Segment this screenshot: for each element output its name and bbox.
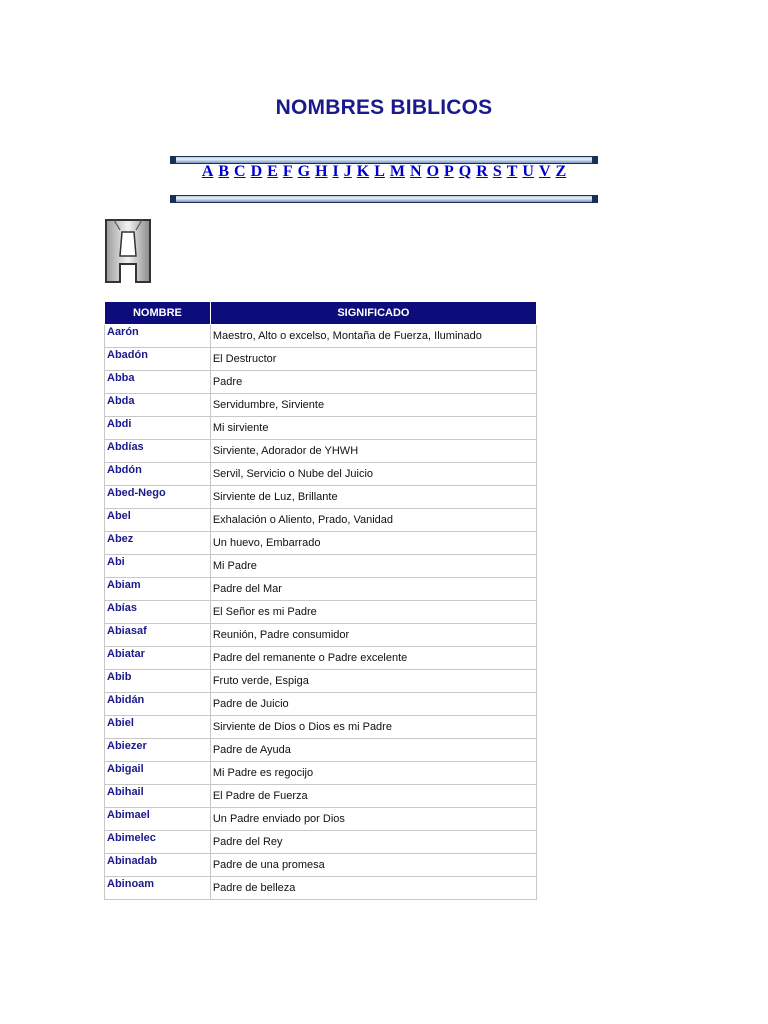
letter-link-s[interactable]: S	[492, 163, 502, 180]
table-row	[105, 670, 537, 693]
letter-link-c[interactable]: C	[234, 163, 246, 180]
name-cell: Abiezer	[105, 739, 211, 762]
table-row	[105, 555, 537, 578]
table-row	[105, 785, 537, 808]
table-row	[105, 417, 537, 440]
table-row	[105, 371, 537, 394]
table-row	[105, 509, 537, 532]
name-cell: Abidán	[105, 693, 211, 716]
meaning-cell: Sirviente, Adorador de YHWH	[210, 440, 536, 463]
name-cell: Abdón	[105, 463, 211, 486]
name-cell: Abi	[105, 555, 211, 578]
meaning-cell: Servil, Servicio o Nube del Juicio	[210, 463, 536, 486]
letter-link-k[interactable]: K	[356, 163, 370, 180]
meaning-cell: Padre de belleza	[210, 877, 536, 900]
meaning-cell: Sirviente de Dios o Dios es mi Padre	[210, 716, 536, 739]
letter-link-l[interactable]: L	[374, 163, 385, 180]
name-cell: Abib	[105, 670, 211, 693]
table-row	[105, 762, 537, 785]
meaning-cell: Padre de Juicio	[210, 693, 536, 716]
meaning-cell: Padre del Mar	[210, 578, 536, 601]
name-cell: Abinadab	[105, 854, 211, 877]
meaning-cell: El Señor es mi Padre	[210, 601, 536, 624]
name-cell: Abba	[105, 371, 211, 394]
name-cell: Abinoam	[105, 877, 211, 900]
letter-link-t[interactable]: T	[506, 163, 518, 180]
letter-link-p[interactable]: P	[444, 163, 454, 180]
letter-link-g[interactable]: G	[297, 163, 311, 180]
name-cell: Abadón	[105, 348, 211, 371]
name-cell: Abihail	[105, 785, 211, 808]
name-cell: Abez	[105, 532, 211, 555]
table-row	[105, 394, 537, 417]
names-table	[104, 301, 537, 900]
section-letter-graphic	[104, 218, 152, 284]
letter-link-m[interactable]: M	[389, 163, 405, 180]
letter-link-e[interactable]: E	[267, 163, 278, 180]
table-row	[105, 693, 537, 716]
table-row	[105, 463, 537, 486]
meaning-cell: Un Padre enviado por Dios	[210, 808, 536, 831]
name-cell: Abiasaf	[105, 624, 211, 647]
name-cell: Abdías	[105, 440, 211, 463]
meaning-cell: Mi sirviente	[210, 417, 536, 440]
letter-link-r[interactable]: R	[476, 163, 488, 180]
name-cell: Abiam	[105, 578, 211, 601]
name-cell: Abías	[105, 601, 211, 624]
letter-link-u[interactable]: U	[522, 163, 534, 180]
table-row	[105, 831, 537, 854]
table-row	[105, 624, 537, 647]
name-cell: Abiatar	[105, 647, 211, 670]
table-row	[105, 532, 537, 555]
header-significado: SIGNIFICADO	[210, 302, 536, 325]
meaning-cell: El Destructor	[210, 348, 536, 371]
table-row	[105, 601, 537, 624]
meaning-cell: Padre de Ayuda	[210, 739, 536, 762]
page-title: NOMBRES BIBLICOS	[275, 96, 493, 119]
name-cell: Abda	[105, 394, 211, 417]
meaning-cell: Reunión, Padre consumidor	[210, 624, 536, 647]
name-cell: Abdi	[105, 417, 211, 440]
table-row	[105, 348, 537, 371]
meaning-cell: Padre de una promesa	[210, 854, 536, 877]
table-row	[105, 854, 537, 877]
table-row	[105, 647, 537, 670]
meaning-cell: Maestro, Alto o excelso, Montaña de Fuerza, Iluminado	[210, 325, 536, 348]
letter-link-o[interactable]: O	[426, 163, 440, 180]
letter-link-h[interactable]: H	[315, 163, 328, 180]
letter-link-v[interactable]: V	[538, 163, 551, 180]
table-row	[105, 739, 537, 762]
meaning-cell: Servidumbre, Sirviente	[210, 394, 536, 417]
table-row	[105, 716, 537, 739]
meaning-cell: Padre	[210, 371, 536, 394]
header-nombre: NOMBRE	[105, 302, 211, 325]
table-row	[105, 877, 537, 900]
table-header-row	[105, 302, 537, 325]
nav-bar-bottom-divider	[170, 195, 598, 203]
name-cell: Abiel	[105, 716, 211, 739]
table-row	[105, 578, 537, 601]
name-cell: Abel	[105, 509, 211, 532]
meaning-cell: Mi Padre	[210, 555, 536, 578]
letter-link-i[interactable]: I	[332, 163, 339, 180]
meaning-cell: Mi Padre es regocijo	[210, 762, 536, 785]
alphabet-nav	[150, 163, 618, 181]
meaning-cell: Padre del remanente o Padre excelente	[210, 647, 536, 670]
meaning-cell: Padre del Rey	[210, 831, 536, 854]
meaning-cell: Sirviente de Luz, Brillante	[210, 486, 536, 509]
name-cell: Abed-Nego	[105, 486, 211, 509]
meaning-cell: El Padre de Fuerza	[210, 785, 536, 808]
letter-link-d[interactable]: D	[250, 163, 263, 180]
meaning-cell: Exhalación o Aliento, Prado, Vanidad	[210, 509, 536, 532]
name-cell: Abigail	[105, 762, 211, 785]
letter-link-b[interactable]: B	[218, 163, 230, 180]
name-cell: Abimelec	[105, 831, 211, 854]
letter-link-a[interactable]: A	[201, 163, 214, 180]
table-row	[105, 440, 537, 463]
table-row	[105, 325, 537, 348]
meaning-cell: Un huevo, Embarrado	[210, 532, 536, 555]
meaning-cell: Fruto verde, Espiga	[210, 670, 536, 693]
letter-link-z[interactable]: Z	[555, 163, 567, 180]
letter-link-f[interactable]: F	[282, 163, 293, 180]
letter-link-j[interactable]: J	[343, 163, 352, 180]
letter-link-n[interactable]: N	[410, 163, 422, 180]
table-row	[105, 808, 537, 831]
name-cell: Abimael	[105, 808, 211, 831]
name-cell: Aarón	[105, 325, 211, 348]
table-row	[105, 486, 537, 509]
letter-link-q[interactable]: Q	[458, 163, 472, 180]
